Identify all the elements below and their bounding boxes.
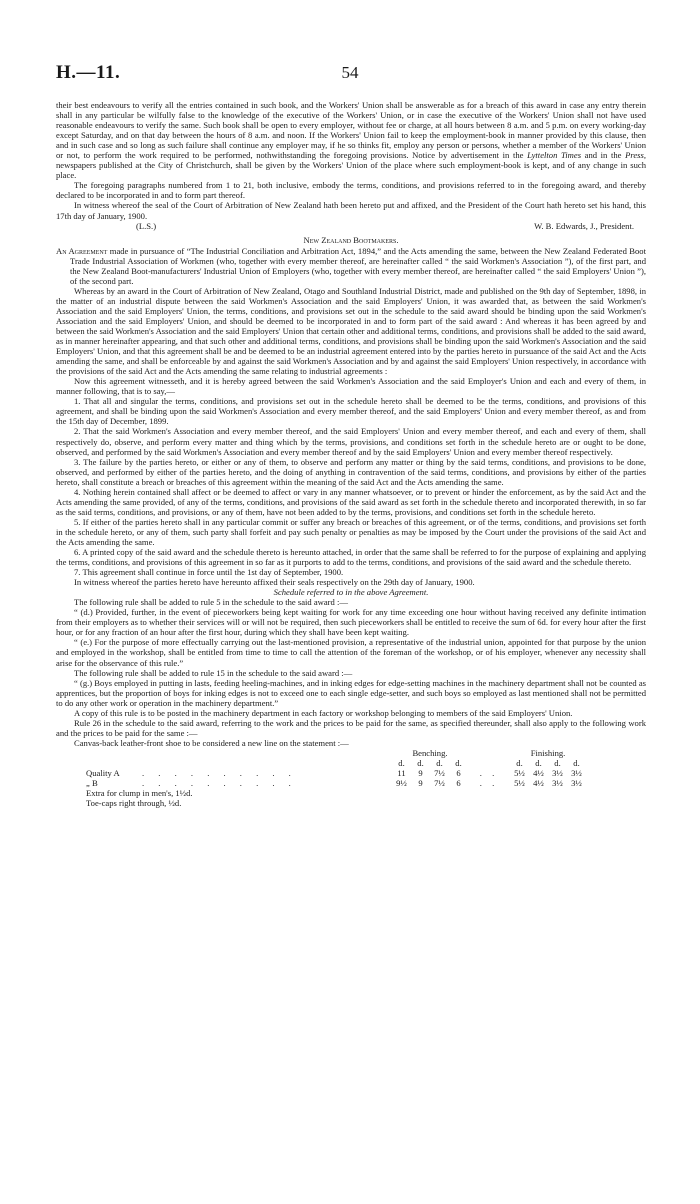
paragraph-whereas: Whereas by an award in the Court of Arbitration of New Zealand, Otago and Southland Industrial District, made and published on the 9th day of September, 1898, in the matter of an industrial dispute between the said Workmen's Association and the said Employers' Union, it was awarded that, as between the said Workmen's Association and the said Employers' Union, the terms, conditions, and provisions set out in the schedule to the said award should be binding upon the said Workmen's Association and the said Employers' Union, and should be deemed to be incorporated in and to form part of the said award : And whereas it has been agreed by and between the said Workmen's Association and the said Employers' Union that certain other and additional terms, conditions, and provisions shall be added to the said award, as in manner hereinafter appearing, and that such other and additional terms, conditions, and provisions shall be binding upon the said Workmen's Association and the said Employers' Union, and that this agreement shall be and be deemed to be an industrial agreement entered into by the parties hereto in pursuance of the said Act and the Acts amending the same, and shall be enforceable by and against the said Workmen's Association and by and against the said Employers' Union respectively, in accordance with the provisions of the said Act and the Acts amending the same relating to industrial agreements : bbox=[56, 285, 646, 377]
finishing-price: 3½ bbox=[571, 777, 582, 788]
benching-price: 9 bbox=[418, 767, 423, 778]
benching-header: Benching. bbox=[412, 747, 448, 758]
benching-price: 11 bbox=[397, 767, 406, 778]
canvas-line: Canvas-back leather-front shoe to be considered a new line on the statement :— bbox=[74, 737, 349, 748]
unit-label: d. bbox=[417, 757, 424, 768]
document-reference: H.—11. bbox=[56, 62, 121, 83]
rule5-e: “ (e.) For the purpose of more effectually carrying out the last-mentioned provision, a representative of the industrial union, appointed for that purpose by the union and employed in the workshop, shall be entitled from time to time to call the attention of the foreman of the workshop, or of his employer, whenever any necessity shall arise for the observance of this rule.” bbox=[56, 637, 646, 668]
clause-1: 1. That all and singular the terms, conditions, and provisions set out in the schedule hereto shall be deemed to be the terms, conditions, and provisions of this agreement, and shall be binding upon the said Workmen's Association and every member thereof, and the said Employers' Union and every member thereof, as and from the 15th day of December, 1899. bbox=[56, 396, 646, 427]
price-table-header bbox=[86, 748, 586, 758]
row-label: „ B bbox=[86, 777, 98, 788]
copy-rule: A copy of this rule is to be posted in the machinery department in each factory or workshop belonging to members of the said Employers' Union. bbox=[74, 707, 573, 718]
leader-dots: . . bbox=[479, 767, 499, 778]
clause-3: 3. The failure by the parties hereto, or either or any of them, to observe and perform any matter or thing by the said terms, conditions, and provisions to be done, observed, and performed by either of the parties hereto, and the doing of anything in contravention of the said terms, conditions, and provisions by either of the parties hereto, shall constitute a breach or breaches of this agreement within the meaning of the said Act and the Acts amending the same. bbox=[56, 456, 646, 487]
leader-dots: . . bbox=[479, 777, 499, 788]
unit-label: d. bbox=[516, 757, 523, 768]
paragraph-now: Now this agreement witnesseth, and it is hereby agreed between the said Workmen's Association and the said Employer's Union and each and every of them, in manner following, that is to say,— bbox=[56, 376, 646, 397]
price-table-units bbox=[86, 758, 586, 768]
finishing-price: 3½ bbox=[571, 767, 582, 778]
paragraph-foregoing: The foregoing paragraphs numbered from 1 to 21, both inclusive, embody the terms, conditions, and provisions referred to in the foregoing award, and thereby declared to be incorporated in and to form part thereof. bbox=[56, 180, 646, 201]
finishing-price: 3½ bbox=[552, 767, 563, 778]
row-label: Quality A bbox=[86, 767, 120, 778]
leader-dots: . . . . . . . . . . bbox=[142, 777, 297, 788]
paragraph-witness-parties: In witness whereof the parties hereto have hereunto affixed their seals respectively on the 29th day of January, 1900. bbox=[74, 577, 475, 588]
unit-label: d. bbox=[455, 757, 462, 768]
paragraph-witness-court: In witness whereof the seal of the Court of Arbitration of New Zealand hath been hereto put and affixed, and the President of the Court hath hereto set his hand, this 17th day of January, 1900. bbox=[56, 200, 646, 221]
price-row-quality-b bbox=[86, 778, 586, 788]
finishing-header: Finishing. bbox=[530, 747, 566, 758]
clause-6: 6. A printed copy of the said award and the schedule thereto is hereunto attached, in order that the same shall be referred to for the purpose of explaining and applying the terms, conditions, and provisions of this agreement in so far as it purports to add to the terms, conditions, and provisions of the said award and the schedule thereto. bbox=[56, 547, 646, 568]
section-heading: New Zealand Bootmakers. bbox=[303, 234, 399, 245]
finishing-price: 3½ bbox=[552, 777, 563, 788]
extra-clump: Extra for clump in men's, 1½d. bbox=[86, 787, 193, 798]
unit-label: d. bbox=[554, 757, 561, 768]
finishing-price: 4½ bbox=[533, 777, 544, 788]
paragraph-continuation: their best endeavours to verify all the entries contained in such book, and the Workers' Union shall be answerable as for a breach of this award in case any entry therein shall in any particular be wilfully false to the knowledge of the executive of the Workers' Union, or in case the executive of the Workers' Union shall not have used reasonable endeavours to verify the same. Such book shall be open to every employer, without fee or charge, at all hours between 8 a.m. and 5 p.m. on every working-day except Saturday, and on that day between the hours of 8 a.m. and noon. If the Workers' Union fail to keep the employment-book in manner provided by this clause, then and in such case and so long as such failure shall continue any employer may, if he so thinks fit, employ any person or persons, whether a member of the Workers' Union or not, to perform the work required to be performed, nothwithstanding the foregoing provisions. Notice by advertisement in the Lyttelton Times and in the Press, newspapers published at the City of Christchurch, shall be given by the Workers' Union of the place where such employment-book is kept, and of any change in such place. bbox=[56, 100, 647, 181]
rule5-d: “ (d.) Provided, further, in the event of pieceworkers being kept waiting for work for any time exceeding one hour without having received any definite intimation from their employers as to whether their services will or will not be required, then such pieceworkers shall be entitled to receive the sum of 6d. for every hour after the first hour, or for any fraction of an hour after the first hour, during which they shall have been kept waiting. bbox=[56, 607, 646, 638]
price-row-quality-a bbox=[86, 768, 586, 778]
clause-2: 2. That the said Workmen's Association and every member thereof, and the said Employers' Union and every member thereof, and each and every of them, shall respectively do, observe, and perform every matter and thing which by the terms, provisions, and conditions set forth in the schedule hereto are or ought to be done, observed, and performed by the said Workmen's Association and every member thereof and by the said Employers' Union and every member thereof respectively. bbox=[56, 426, 646, 457]
seal-mark: (L.S.) bbox=[136, 220, 157, 231]
benching-price: 6 bbox=[456, 767, 461, 778]
clause-7: 7. This agreement shall continue in force until the 1st day of September, 1900. bbox=[74, 567, 344, 578]
benching-price: 6 bbox=[456, 777, 461, 788]
president-signature: W. B. Edwards, J., President. bbox=[534, 220, 634, 231]
page-number: 54 bbox=[341, 63, 359, 82]
unit-label: d. bbox=[398, 757, 405, 768]
rule15-g: “ (g.) Boys employed in putting in lasts, feeding heeling-machines, and in inking edges for edge-setting machines in the machinery department shall not be counted as apprentices, but the proportion of boys for inking edges is not to exceed one to each single edge-setter, and such boys so employed as last mentioned shall not be permitted to do any other work or operation in the machinery department.” bbox=[56, 677, 646, 708]
benching-price: 9½ bbox=[396, 777, 407, 788]
benching-price: 7½ bbox=[434, 767, 445, 778]
benching-price: 7½ bbox=[434, 777, 445, 788]
document-body bbox=[56, 100, 646, 808]
unit-label: d. bbox=[573, 757, 580, 768]
finishing-price: 5½ bbox=[514, 777, 525, 788]
finishing-price: 4½ bbox=[533, 767, 544, 778]
clause-4: 4. Nothing herein contained shall affect or be deemed to affect or vary in any manner whatsoever, or to prevent or hinder the enforcement, as by the said Act and the Acts amending the same provided, of any of the terms, conditions, and provisions of the said award as set forth in the schedule thereto and incorporated therewith, in so far as the said terms, conditions, and provisions, or any of them, have not been added to by the terms, provisions, and conditions set forth in the schedule hereto. bbox=[56, 486, 646, 517]
signature-line bbox=[56, 221, 646, 231]
leader-dots: . . . . . . . . . . bbox=[142, 767, 297, 778]
finishing-price: 5½ bbox=[514, 767, 525, 778]
unit-label: d. bbox=[436, 757, 443, 768]
rule26: Rule 26 in the schedule to the said award, referring to the work and the prices to be paid for the same, as specified thereunder, shall also apply to the following work and the prices to be paid for the same :— bbox=[56, 717, 646, 738]
schedule-heading: Schedule referred to in the above Agreement. bbox=[273, 587, 429, 598]
rule5-intro: The following rule shall be added to rule 5 in the schedule to the said award :— bbox=[74, 597, 348, 608]
benching-price: 9 bbox=[418, 777, 423, 788]
clause-5: 5. If either of the parties hereto shall in any particular commit or suffer any breach or breaches of this agreement, or of the terms, conditions, and provisions set forth in the schedule hereto, or any of them, such party shall forfeit and pay such penalty or penalties as may be imposed by the Court under the provisions of the said Act and the Acts amending the same. bbox=[56, 516, 646, 547]
rule15-intro: The following rule shall be added to rule 15 in the schedule to the said award :— bbox=[74, 667, 353, 678]
unit-label: d. bbox=[535, 757, 542, 768]
toe-caps: Toe-caps right through, ½d. bbox=[86, 798, 182, 808]
page-header bbox=[56, 62, 644, 90]
price-table bbox=[86, 748, 586, 788]
agreement-preamble: An Agreement made in pursuance of “The Industrial Conciliation and Arbitration Act, 1894,” and the Acts amending the same, between the New Zealand Federated Boot Trade Industrial Association of Workmen (who, together with every member thereof, are hereinafter called “ the said Workmen's Association ”), of the first part, and the New Zealand Boot-manufacturers' Industrial Union of Employers (who, together with every member thereof, are hereinafter called “ the said Employers' Union ”), of the second part. bbox=[56, 245, 646, 286]
